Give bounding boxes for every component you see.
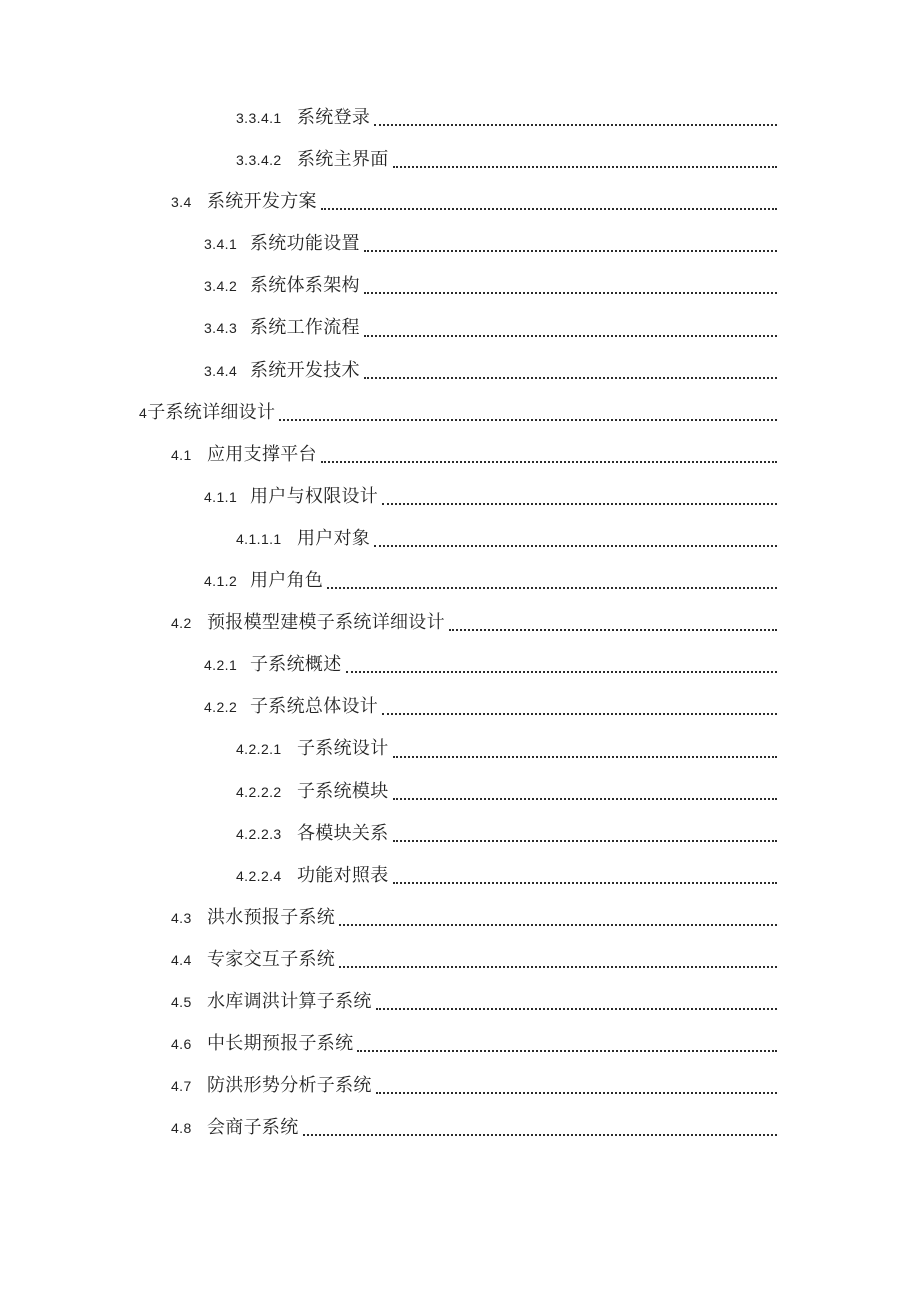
toc-entry-number: 4.4 — [171, 951, 192, 968]
dot-leader — [321, 461, 777, 463]
toc-entry-number: 3.4.4 — [204, 362, 238, 379]
toc-entry-label: 子系统模块 — [297, 780, 389, 801]
toc-entry[interactable] — [0, 517, 777, 559]
toc-entry[interactable] — [0, 854, 777, 896]
toc-entry-label: 系统登录 — [297, 107, 371, 127]
dot-leader — [327, 587, 777, 589]
dot-leader — [364, 335, 777, 337]
toc-entry[interactable] — [0, 475, 777, 517]
toc-entry[interactable] — [0, 685, 777, 727]
dot-leader — [364, 292, 777, 294]
toc-entry-number: 3.3.4.2 — [236, 152, 282, 169]
toc-entry-number: 4.2 — [171, 615, 192, 632]
toc-entry-label: 子系统设计 — [297, 738, 389, 759]
toc-entry-number: 3.4.1 — [204, 236, 238, 253]
dot-leader — [339, 966, 777, 968]
toc-entry-label: 用户角色 — [250, 570, 324, 591]
dot-leader — [303, 1134, 778, 1136]
toc-entry-label: 系统开发技术 — [250, 359, 360, 380]
toc-entry-number: 4.2.2.2 — [236, 783, 282, 800]
dot-leader — [279, 419, 777, 421]
dot-leader — [346, 671, 778, 673]
toc-entry[interactable] — [0, 980, 777, 1022]
toc-entry-number: 3.4 — [171, 194, 192, 211]
toc-entry-number: 3.4.2 — [204, 278, 238, 295]
dot-leader — [374, 124, 777, 126]
toc-entry[interactable] — [0, 1022, 777, 1064]
toc-entry[interactable] — [0, 349, 777, 391]
dot-leader — [393, 798, 778, 800]
dot-leader — [364, 250, 777, 252]
toc-entry-number: 4.3 — [171, 909, 192, 926]
dot-leader — [376, 1008, 777, 1010]
toc-entry[interactable] — [0, 264, 777, 306]
toc-entry-number: 4.8 — [171, 1120, 192, 1137]
dot-leader — [364, 377, 777, 379]
toc-entry-label: 用户对象 — [297, 527, 371, 548]
dot-leader — [393, 840, 778, 842]
toc-entry-number: 4.2.2.4 — [236, 867, 282, 884]
toc-entry-label: 系统工作流程 — [250, 317, 360, 338]
toc-entry-number: 4.2.2.1 — [236, 741, 282, 758]
toc-entry[interactable] — [0, 938, 777, 980]
dot-leader — [382, 503, 777, 505]
toc-entry-label: 洪水预报子系统 — [207, 906, 336, 927]
toc-entry-number: 4.1 — [171, 446, 192, 463]
toc-entry[interactable] — [0, 433, 777, 475]
toc-entry-number: 4.2.1 — [204, 657, 238, 674]
toc-entry-label: 系统开发方案 — [207, 191, 317, 212]
toc-entry[interactable] — [0, 643, 777, 685]
toc-entry[interactable] — [0, 96, 777, 138]
toc-entry-number: 4.1.1.1 — [236, 530, 282, 547]
dot-leader — [374, 545, 777, 547]
toc-entry-label: 系统体系架构 — [250, 275, 360, 296]
dot-leader — [376, 1092, 777, 1094]
toc-entry-number: 3.4.3 — [204, 320, 238, 337]
dot-leader — [393, 882, 778, 884]
toc-entry-number: 4.1.2 — [204, 573, 238, 590]
toc-entry[interactable] — [0, 1064, 777, 1106]
dot-leader — [393, 756, 778, 758]
toc-entry-label: 系统功能设置 — [250, 233, 360, 254]
toc-entry[interactable] — [0, 138, 777, 180]
toc-entry-label: 功能对照表 — [297, 864, 389, 885]
toc-entry-number: 4.7 — [171, 1078, 192, 1095]
toc-entry-number: 4 — [139, 404, 148, 421]
toc-entry[interactable] — [0, 896, 777, 938]
toc-entry-label: 水库调洪计算子系统 — [207, 990, 372, 1011]
toc-entry-label: 子系统详细设计 — [147, 401, 276, 422]
dot-leader — [339, 924, 777, 926]
dot-leader — [382, 713, 777, 715]
toc-entry[interactable] — [0, 559, 777, 601]
toc-entry[interactable] — [0, 1106, 777, 1148]
toc-entry-label: 专家交互子系统 — [207, 948, 336, 969]
toc-entry[interactable] — [0, 391, 777, 433]
toc-entry-label: 防洪形势分析子系统 — [207, 1075, 372, 1096]
toc-entry-number: 4.2.2.3 — [236, 825, 282, 842]
toc-entry[interactable] — [0, 727, 777, 769]
toc-entry-number: 4.1.1 — [204, 488, 238, 505]
toc-entry-label: 子系统概述 — [250, 654, 342, 675]
toc-entry-label: 应用支撑平台 — [207, 443, 317, 464]
toc-entry-label: 预报模型建模子系统详细设计 — [207, 612, 445, 633]
toc-entry-label: 会商子系统 — [207, 1117, 299, 1138]
dot-leader — [321, 208, 777, 210]
dot-leader — [357, 1050, 777, 1052]
toc-entry-label: 中长期预报子系统 — [207, 1033, 354, 1054]
toc-entry[interactable] — [0, 812, 777, 854]
toc-entry[interactable] — [0, 222, 777, 264]
toc-entry[interactable] — [0, 601, 777, 643]
toc-entry-label: 各模块关系 — [297, 822, 389, 843]
dot-leader — [393, 166, 778, 168]
dot-leader — [449, 629, 777, 631]
toc-entry-number: 4.2.2 — [204, 699, 238, 716]
toc-entry-number: 3.3.4.1 — [236, 110, 282, 126]
toc-entry-number: 4.6 — [171, 1036, 192, 1053]
table-of-contents — [0, 96, 920, 1148]
toc-entry[interactable] — [0, 180, 777, 222]
toc-entry-number: 4.5 — [171, 993, 192, 1010]
toc-entry-label: 系统主界面 — [297, 149, 389, 170]
toc-entry-label: 用户与权限设计 — [250, 485, 379, 506]
toc-entry-label: 子系统总体设计 — [250, 696, 379, 717]
toc-entry[interactable] — [0, 770, 777, 812]
toc-entry[interactable] — [0, 306, 777, 348]
